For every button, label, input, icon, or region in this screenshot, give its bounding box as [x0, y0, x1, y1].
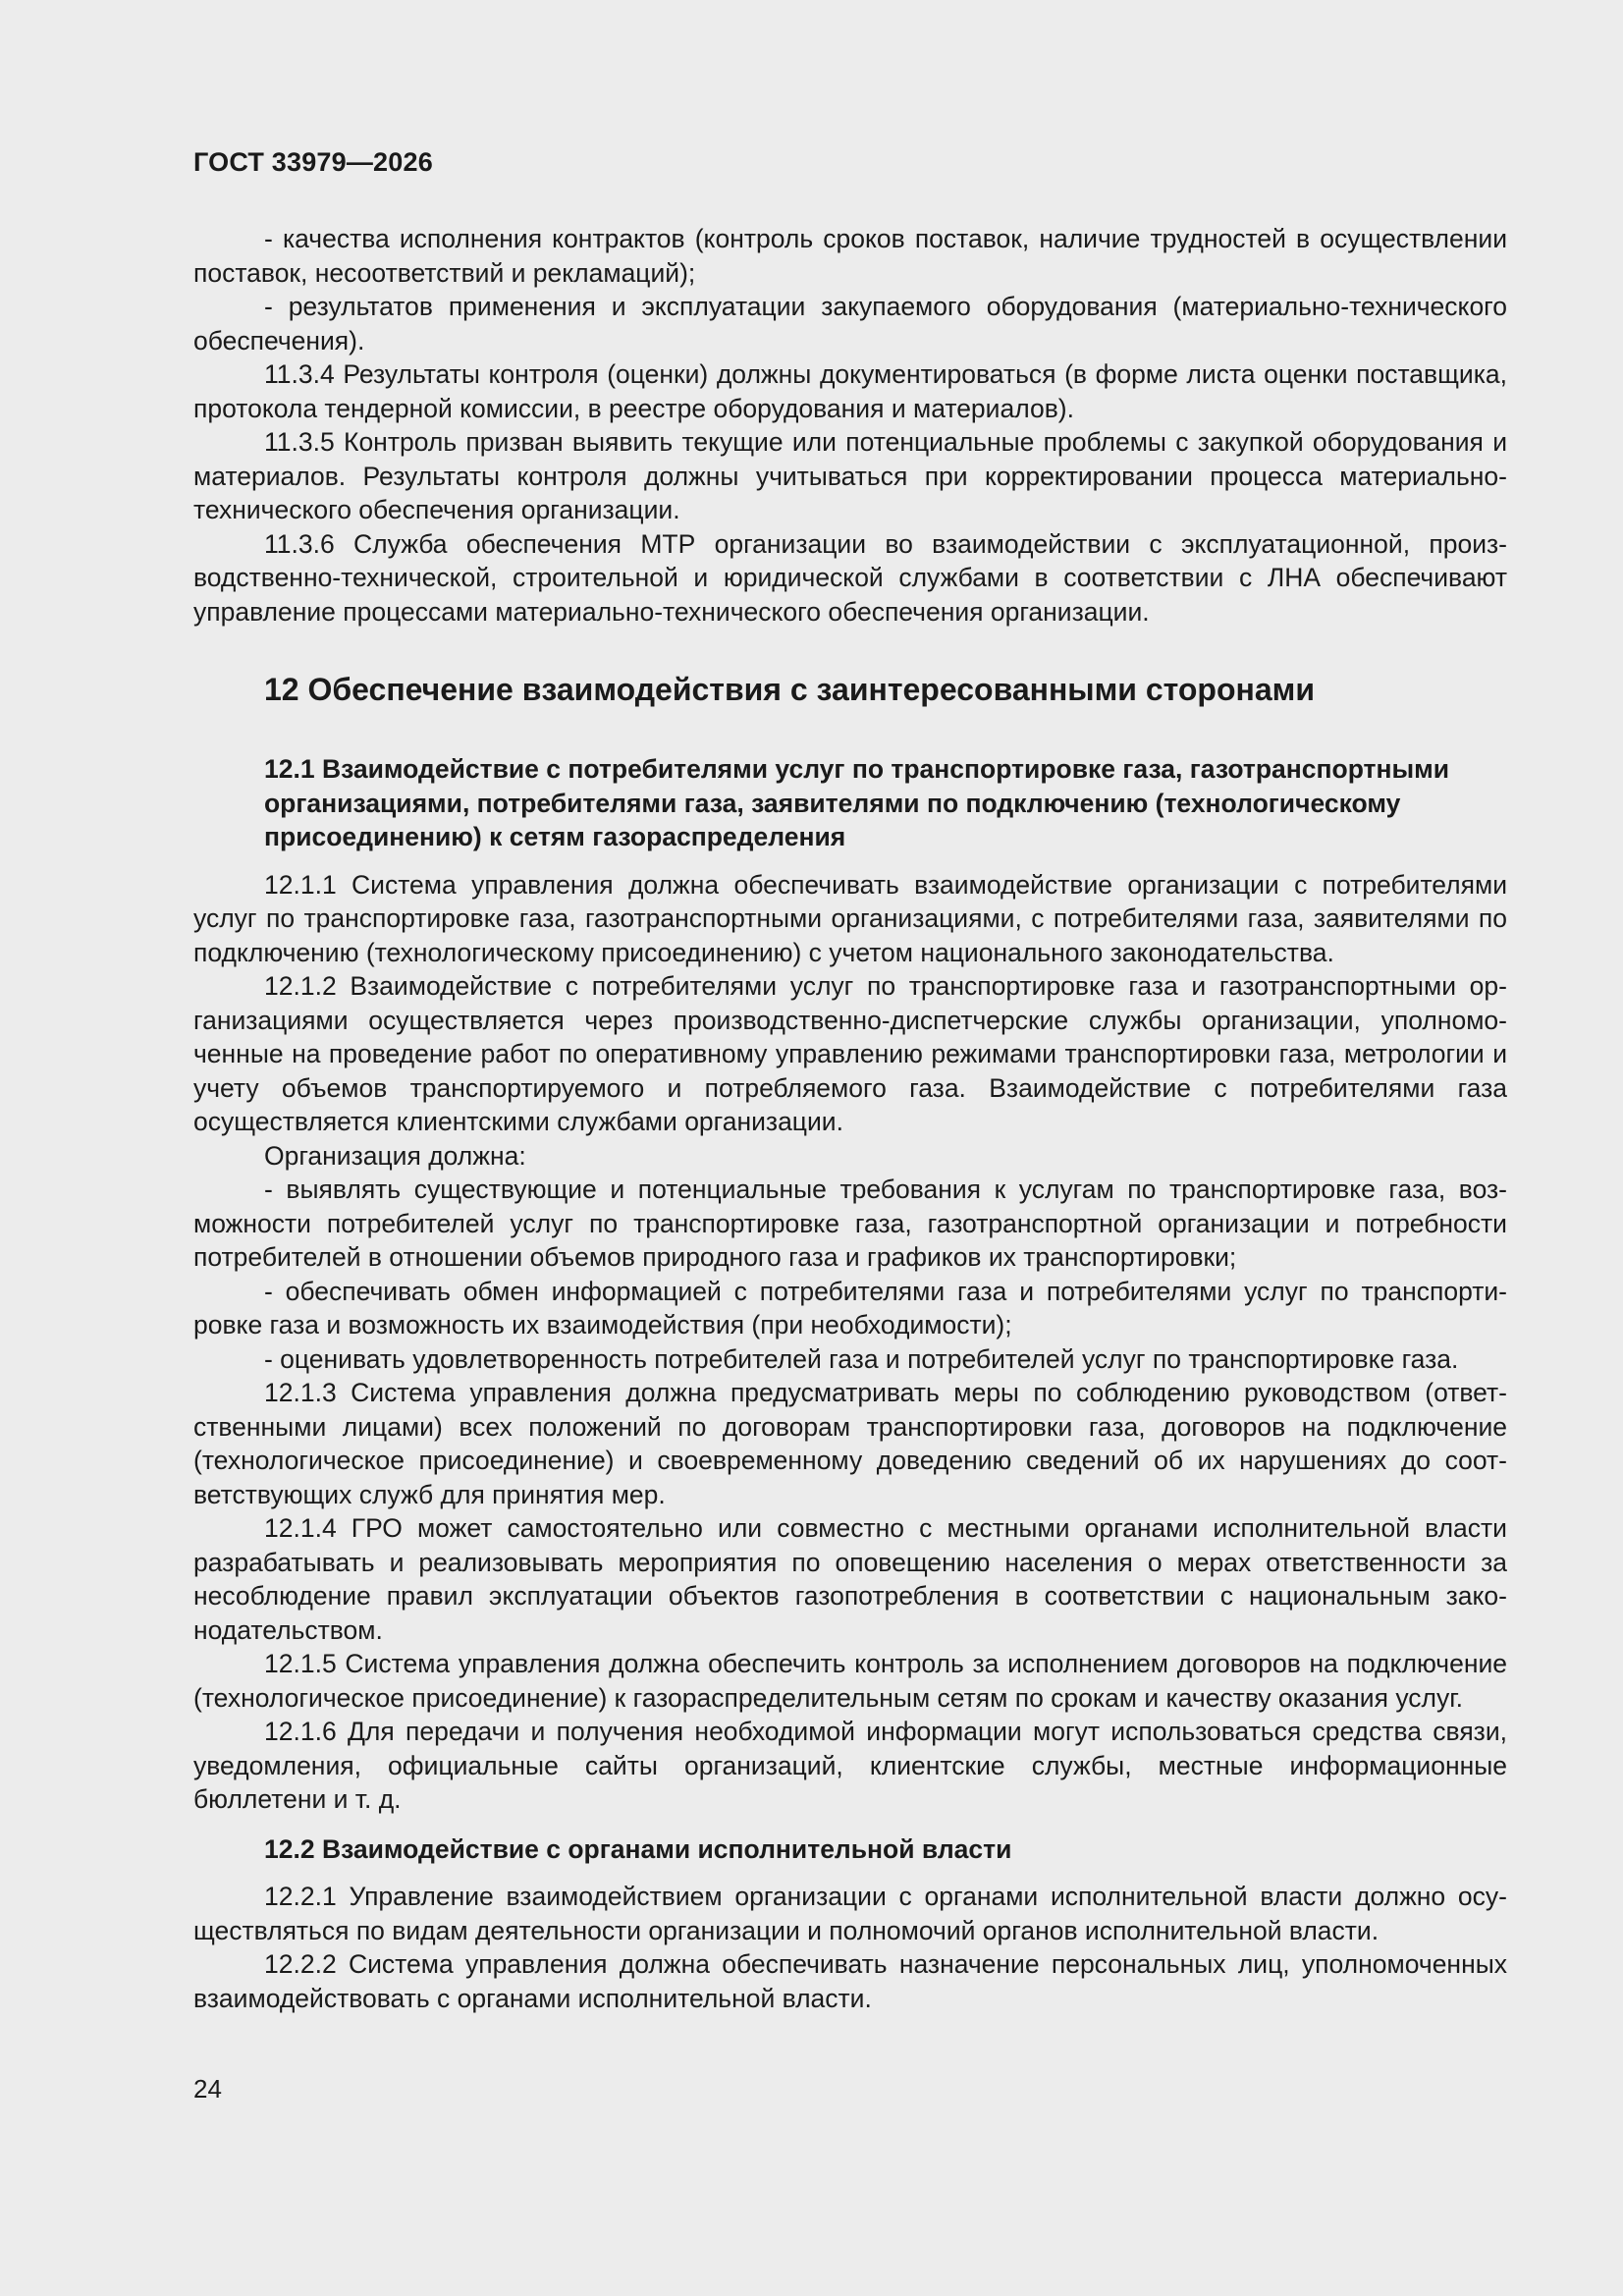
paragraph: 12.2.2 Система управления должна обеспечивать назначение персональных лиц, уполномоченных взаимодействовать с органами исполнительной власти. [193, 1949, 1507, 2013]
paragraph: 11.3.4 Результаты контроля (оценки) должны документироваться (в форме листа оценки поставщика, протокола тендерной комиссии, в реестре оборудования и материалов). [193, 359, 1507, 423]
document-body [193, 222, 1507, 2015]
paragraph: 12.2.1 Управление взаимодействием организации с органами исполнительной власти должно осуществляться по видам деятельности организации и полномочий органов исполнительной власти. [193, 1882, 1507, 1945]
list-item: - обеспечивать обмен информацией с потребителями газа и потребителями услуг по транспортировке газа и возможность их взаимодействия (при необходимости); [193, 1276, 1507, 1339]
subsection-title: 12.2 Взаимодействие с органами исполнительной власти [264, 1833, 1012, 1864]
section-title: 12 Обеспечение взаимодействия с заинтересованными сторонами [264, 672, 1315, 707]
paragraph: 12.1.6 Для передачи и получения необходимой информации могут использоваться средства связи, уведомления, официальные сайты организаций, клиентские службы, местные информационные бюллетени и т. д. [193, 1717, 1507, 1814]
paragraph: 12.1.3 Система управления должна предусматривать меры по соблюдению руководством (ответственными лицами) всех положений по договорам транспортировки газа, договоров на подключение (технологическое присоединение) и своевременному доведению сведений об их нарушениях до соответствующих служб для принятия мер. [193, 1378, 1507, 1509]
paragraph: 11.3.6 Служба обеспечения МТР организации во взаимодействии с эксплуатационной, производственно-технической, строительной и юридической службами в соответствии с ЛНА обеспечивают управление процессами материально-технического обеспечения организации. [193, 528, 1507, 627]
list-item: - оценивать удовлетворенность потребителей газа и потребителей услуг по транспортировке газа. [264, 1343, 1459, 1374]
document-header: ГОСТ 33979—2026 [193, 147, 433, 177]
paragraph: 11.3.5 Контроль призван выявить текущие или потенциальные проблемы с закупкой оборудования и материалов. Результаты контроля должны учитываться при корректировании процесса материально-технического обеспечения организации. [193, 427, 1507, 524]
list-item: - выявлять существующие и потенциальные требования к услугам по транспортировке газа, возможности потребителей услуг по транспортировке газа, газотранспортной организации и потребности потребителей в отношении объемов природного газа и графиков их транспортировки; [193, 1175, 1507, 1272]
paragraph: - результатов применения и эксплуатации закупаемого оборудования (материально-технического обеспечения). [193, 292, 1507, 355]
subsection-title: 12.1 Взаимодействие с потребителями услуг по транспортировке газа, газотранспортными организациями, потребителями газа, заявителями по подключению (технологическому присоединению) к сетям газораспределения [264, 754, 1450, 851]
page-number: 24 [193, 2074, 222, 2104]
paragraph: - качества исполнения контрактов (контроль сроков поставок, наличие трудностей в осуществлении поставок, несоответствий и рекламаций); [193, 224, 1507, 288]
paragraph: 12.1.4 ГРО может самостоятельно или совместно с местными органами исполнительной власти разрабатывать и реализовывать мероприятия по оповещению населения о мерах ответственности за несоблюдение правил эксплуатации объектов газопотребления в соответствии с национальным законодательством. [193, 1513, 1507, 1645]
paragraph: 12.1.2 Взаимодействие с потребителями услуг по транспортировке газа и газотранспортными организациями осуществляется через производственно-диспетчерские службы организации, уполномоченные на проведение работ по оперативному управлению режимами транспортировки газа, метрологии и учету объемов транспортируемого и потребляемого газа. Взаимодействие с потребителями газа осуществляется клиентскими службами организации. [193, 971, 1507, 1136]
paragraph: Организация должна: [264, 1140, 526, 1171]
paragraph: 12.1.1 Система управления должна обеспечивать взаимодействие организации с потребителями услуг по транспортировке газа, газотранспортными организациями, с потребителями газа, заявителями по подключению (технологическому присоединению) с учетом национального законодательства. [193, 869, 1507, 967]
paragraph: 12.1.5 Система управления должна обеспечить контроль за исполнением договоров на подключение (технологическое присоединение) к газораспределительным сетям по срокам и качеству оказания услуг. [193, 1649, 1507, 1713]
